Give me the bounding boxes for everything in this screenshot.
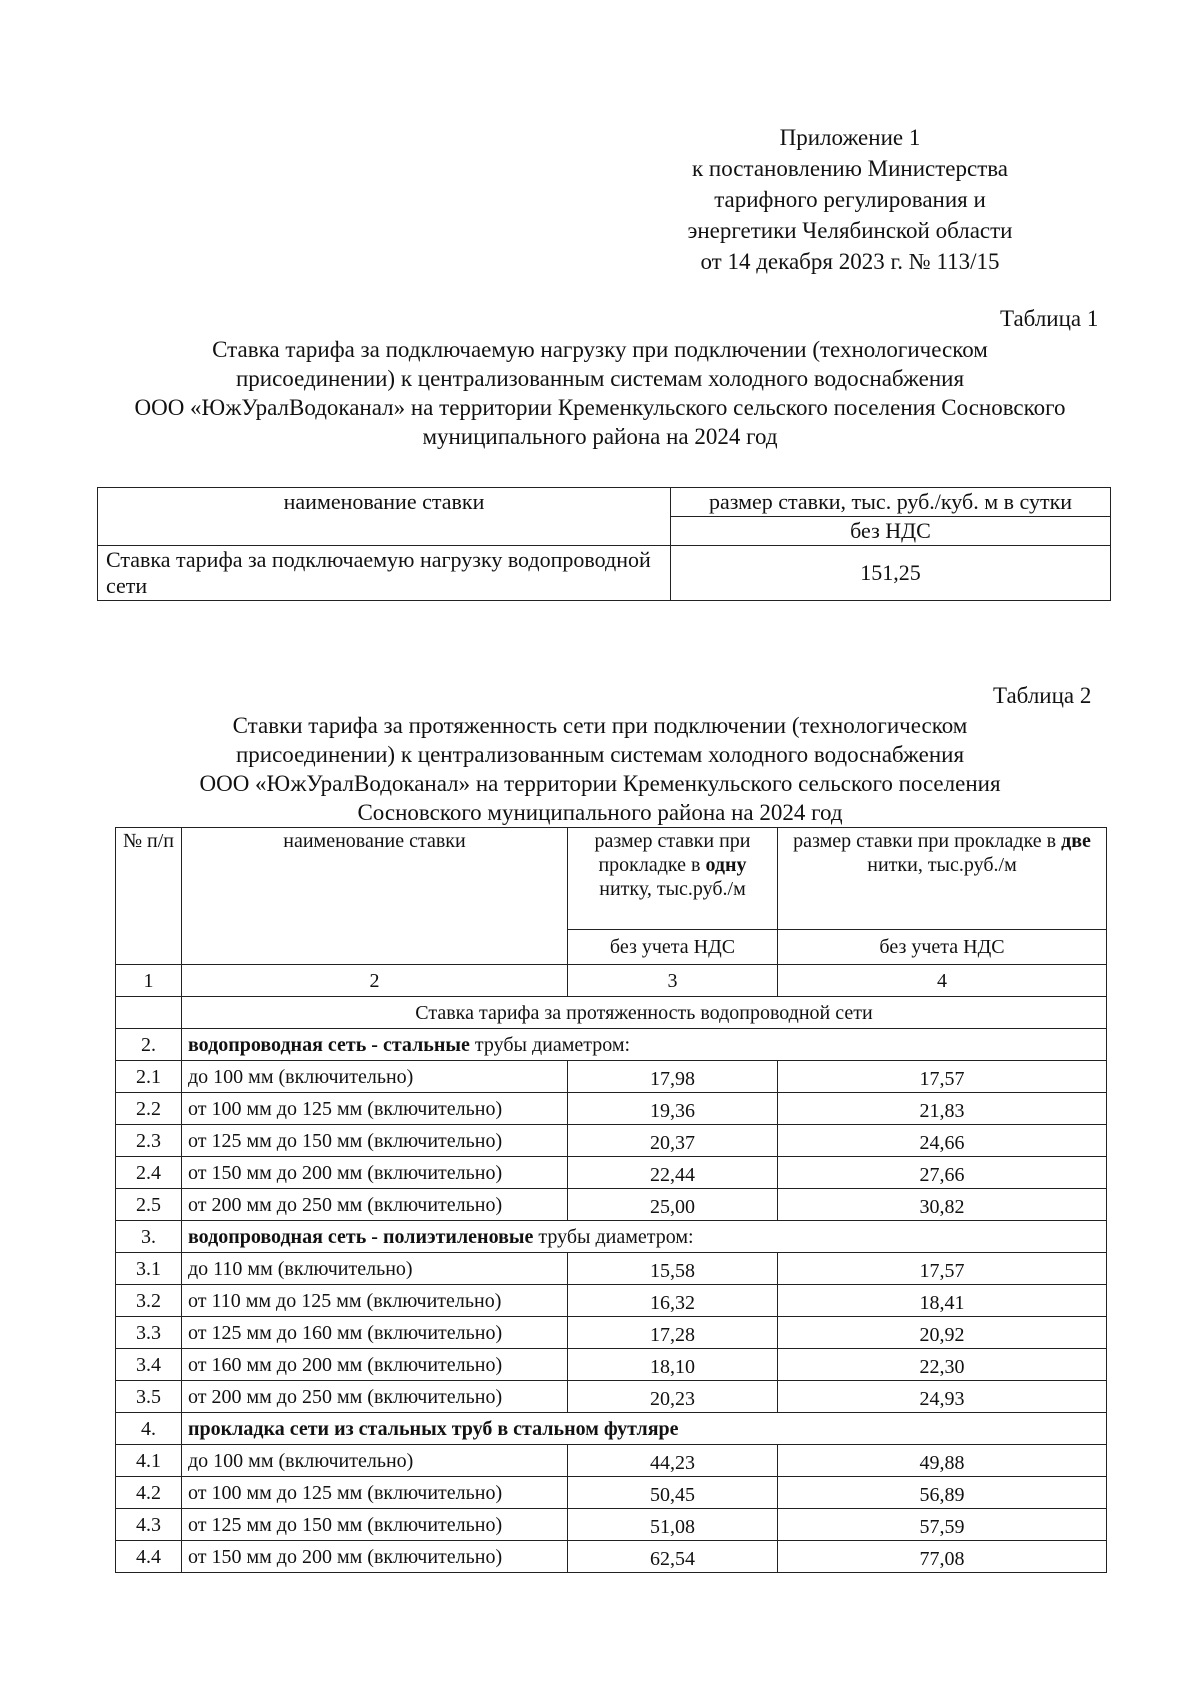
group-title-rest: трубы диаметром: [533,1225,694,1248]
header-text: размер ставки при прокладке в [793,830,1062,852]
row-name: от 110 мм до 125 мм (включительно) [182,1285,568,1317]
header-text: размер ставки при прокладке в [594,830,751,876]
row-name: от 100 мм до 125 мм (включительно) [182,1093,568,1125]
row-name: от 125 мм до 150 мм (включительно) [182,1509,568,1541]
col-number: 4 [778,965,1107,997]
group-title [182,1221,1107,1253]
table-row [116,1509,1107,1541]
caption-line: ООО «ЮжУралВодоканал» на территории Кременкульского сельского поселения Сосновского [134,395,1066,420]
table2-header-one-thread [568,828,778,930]
header-text: нитки, тыс.руб./м [867,854,1017,876]
row-value-one: 25,00 [568,1189,778,1221]
row-value-one: 16,32 [568,1285,778,1317]
row-num: 4.4 [116,1541,182,1573]
row-value-one: 20,37 [568,1125,778,1157]
row-num: 4.3 [116,1509,182,1541]
row-value-one: 17,98 [568,1061,778,1093]
row-value-two: 21,83 [778,1093,1107,1125]
row-value-one: 18,10 [568,1349,778,1381]
group-row [116,1221,1107,1253]
row-value-one: 50,45 [568,1477,778,1509]
row-num: 3.3 [116,1317,182,1349]
row-value-one: 51,08 [568,1509,778,1541]
row-value-two: 17,57 [778,1253,1107,1285]
table1-caption [60,335,1140,451]
group-title [182,1413,1107,1445]
row-num: 3.4 [116,1349,182,1381]
row-value-two: 27,66 [778,1157,1107,1189]
table-row [116,1285,1107,1317]
row-name: до 110 мм (включительно) [182,1253,568,1285]
row-num: 3.1 [116,1253,182,1285]
row-value-one: 62,54 [568,1541,778,1573]
group-row [116,1029,1107,1061]
section-title: Ставка тарифа за протяженность водопроводной сети [182,997,1107,1029]
col-number: 1 [116,965,182,997]
group-num: 4. [116,1413,182,1445]
group-row [116,1413,1107,1445]
table-row [116,1381,1107,1413]
caption-line: присоединении) к централизованным системам холодного водоснабжения [235,742,965,767]
appendix-line: Приложение 1 [779,125,921,150]
table2-header-vat3: без учета НДС [568,929,778,964]
table2-header-vat4: без учета НДС [778,929,1107,964]
row-name: от 200 мм до 250 мм (включительно) [182,1381,568,1413]
row-value-two: 24,93 [778,1381,1107,1413]
row-name: от 150 мм до 200 мм (включительно) [182,1157,568,1189]
table-row [116,1253,1107,1285]
row-value-two: 24,66 [778,1125,1107,1157]
row-value-one: 15,58 [568,1253,778,1285]
table1-label: Таблица 1 [1000,306,1099,331]
col-number: 3 [568,965,778,997]
row-num: 2.1 [116,1061,182,1093]
table-row [116,1061,1107,1093]
row-name: до 100 мм (включительно) [182,1445,568,1477]
table2-caption [60,711,1140,827]
table1-row-name: Ставка тарифа за подключаемую нагрузку водопроводной сети [98,546,671,601]
row-num: 2.5 [116,1189,182,1221]
header-text-bold: одну [705,854,747,876]
row-value-two: 49,88 [778,1445,1107,1477]
group-title [182,1029,1107,1061]
caption-line: муниципального района на 2024 год [422,424,778,449]
caption-line: Ставки тарифа за протяженность сети при подключении (технологическом [232,713,968,738]
row-name: от 125 мм до 160 мм (включительно) [182,1317,568,1349]
appendix-line: энергетики Челябинской области [687,218,1013,243]
row-name: до 100 мм (включительно) [182,1061,568,1093]
row-num: 4.1 [116,1445,182,1477]
group-title-bold: водопроводная сеть - стальные [188,1033,470,1056]
row-value-two: 18,41 [778,1285,1107,1317]
table-row [116,1317,1107,1349]
row-num: 4.2 [116,1477,182,1509]
caption-line: Ставка тарифа за подключаемую нагрузку при подключении (технологическом [212,337,988,362]
row-num: 3.2 [116,1285,182,1317]
group-num: 2. [116,1029,182,1061]
col-number: 2 [182,965,568,997]
table1 [97,487,1111,601]
row-name: от 100 мм до 125 мм (включительно) [182,1477,568,1509]
row-value-two: 77,08 [778,1541,1107,1573]
row-value-two: 56,89 [778,1477,1107,1509]
table2 [115,827,1107,1573]
row-value-two: 22,30 [778,1349,1107,1381]
group-title-bold: водопроводная сеть - полиэтиленовые [188,1225,534,1248]
row-num: 2.3 [116,1125,182,1157]
header-text: нитку, тыс.руб./м [599,878,746,900]
table-row [116,1541,1107,1573]
table-row [116,1157,1107,1189]
table2-label: Таблица 2 [993,683,1092,708]
caption-line: присоединении) к централизованным системам холодного водоснабжения [235,366,965,391]
row-name: от 125 мм до 150 мм (включительно) [182,1125,568,1157]
table2-header-two-threads [778,828,1107,930]
row-num: 2.4 [116,1157,182,1189]
table1-header-vat: без НДС [671,517,1111,546]
group-num: 3. [116,1221,182,1253]
table2-body [116,1029,1107,1573]
appendix-line: к постановлению Министерства [691,156,1009,181]
table1-header-size: размер ставки, тыс. руб./куб. м в сутки [671,488,1111,517]
row-value-two: 17,57 [778,1061,1107,1093]
table1-row-value: 151,25 [671,546,1111,601]
row-value-two: 57,59 [778,1509,1107,1541]
table-row [116,1093,1107,1125]
table-row [116,1477,1107,1509]
group-title-bold: прокладка сети из стальных труб в стальном футляре [188,1417,679,1440]
appendix-header [600,122,1100,277]
table2-header-num: № п/п [116,828,182,965]
appendix-line: тарифного регулирования и [714,187,986,212]
row-value-one: 22,44 [568,1157,778,1189]
row-name: от 160 мм до 200 мм (включительно) [182,1349,568,1381]
table-row [116,1125,1107,1157]
table2-header-name: наименование ставки [182,828,568,965]
table1-header-name: наименование ставки [98,488,671,546]
row-num: 2.2 [116,1093,182,1125]
header-text-bold: две [1061,830,1091,852]
row-value-two: 30,82 [778,1189,1107,1221]
table-row [116,1349,1107,1381]
table2-header [116,828,1107,1029]
row-name: от 200 мм до 250 мм (включительно) [182,1189,568,1221]
group-title-rest: трубы диаметром: [469,1033,631,1056]
row-value-one: 44,23 [568,1445,778,1477]
row-value-two: 20,92 [778,1317,1107,1349]
row-num: 3.5 [116,1381,182,1413]
row-value-one: 20,23 [568,1381,778,1413]
table-row [116,1189,1107,1221]
section-num-empty [116,997,182,1029]
row-name: от 150 мм до 200 мм (включительно) [182,1541,568,1573]
caption-line: Сосновского муниципального района на 2024 год [357,800,843,825]
appendix-line: от 14 декабря 2023 г. № 113/15 [700,249,1000,274]
table-row [116,1445,1107,1477]
caption-line: ООО «ЮжУралВодоканал» на территории Кременкульского сельского поселения [199,771,1001,796]
row-value-one: 19,36 [568,1093,778,1125]
row-value-one: 17,28 [568,1317,778,1349]
